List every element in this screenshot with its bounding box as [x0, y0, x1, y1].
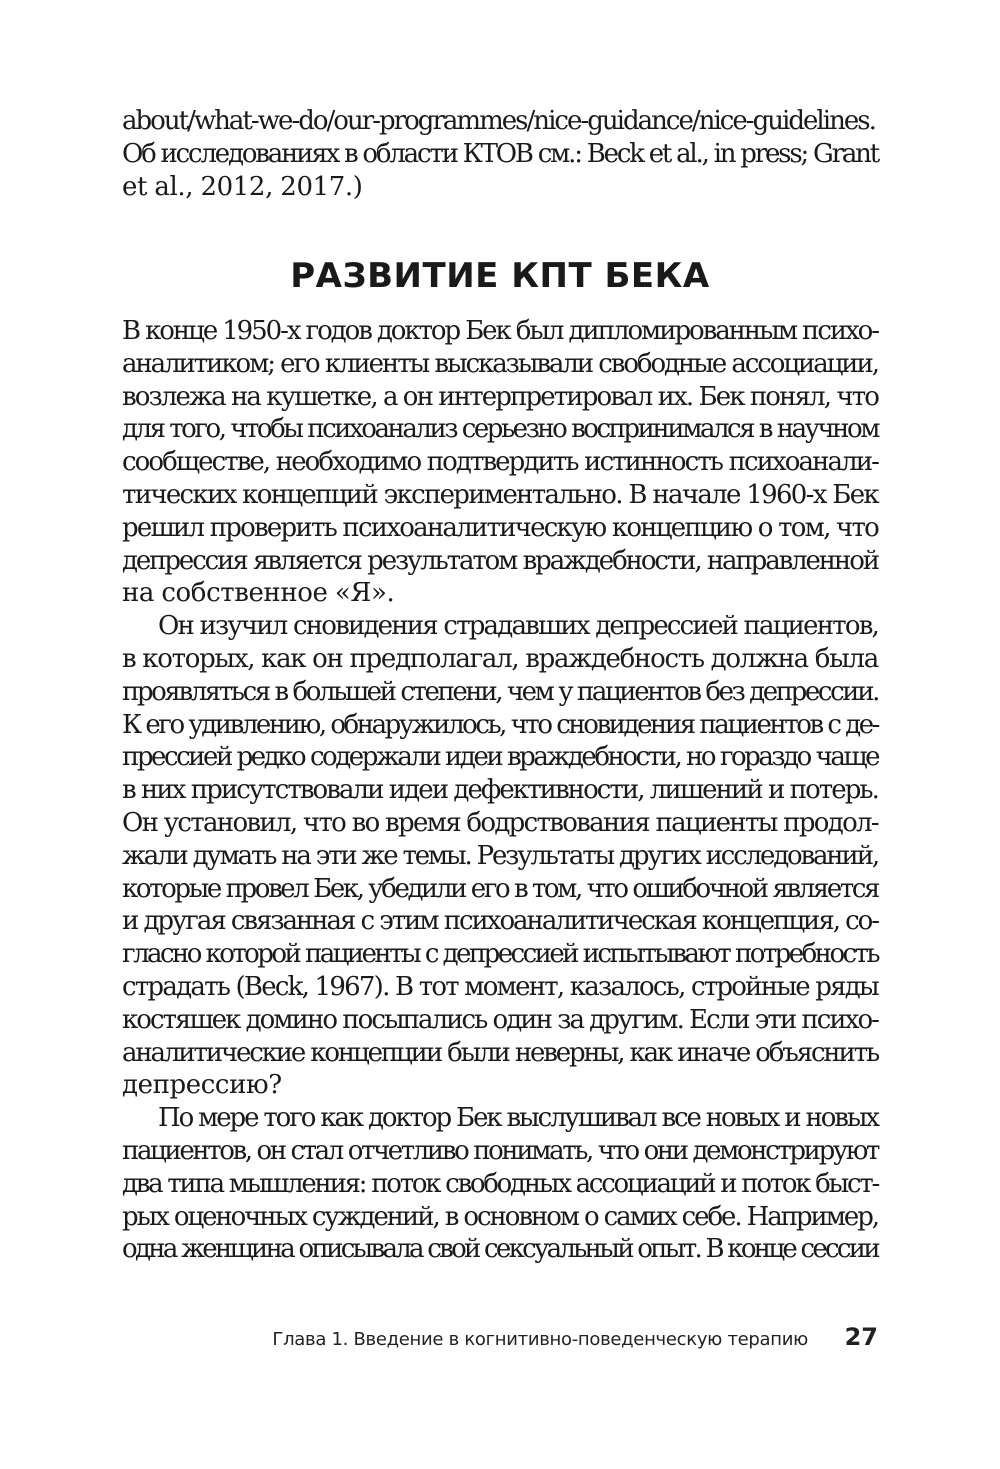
- text-line: одна женщина описывала свой сексуальный опыт. В конце сессии: [122, 1234, 878, 1265]
- paragraph-3: [122, 1102, 878, 1266]
- section-heading: РАЗВИТИЕ КПТ БЕКА: [290, 256, 710, 296]
- text-line: в которых, как он предполагал, враждебность должна была: [122, 643, 878, 674]
- text-line: на собственное «Я».: [122, 578, 395, 609]
- text-line: решил проверить психоаналитическую концепцию о том, что: [122, 512, 878, 543]
- text-line: и другая связанная с этим психоаналитическая концепция, со-: [122, 906, 878, 937]
- text-line: пациентов, он стал отчетливо понимать, что они демонстрируют: [122, 1135, 878, 1166]
- text-line: которые провел Бек, убедили его в том, что ошибочной является: [122, 873, 878, 904]
- text-line: в них присутствовали идеи дефективности, лишений и потерь.: [122, 775, 878, 806]
- section-body: [122, 315, 878, 1266]
- text-line: тических концепций экспериментально. В начале 1960-х Бек: [122, 479, 878, 510]
- text-line: рых оценочных суждений, в основном о самих себе. Например,: [122, 1201, 878, 1232]
- text-line: Об исследованиях в области КТОВ см.: Beck et al., in press; Grant: [122, 138, 878, 169]
- text-line: К его удивлению, обнаружилось, что сновидения пациентов с де-: [122, 709, 878, 740]
- text-line: депрессия является результатом враждебности, направленной: [122, 545, 878, 576]
- text-line: аналитиком; его клиенты высказывали свободные ассоциации,: [122, 348, 878, 379]
- text-line: гласно которой пациенты с депрессией испытывают потребность: [122, 939, 878, 970]
- running-footer-chapter: Глава 1. Введение в когнитивно-поведенческую терапию: [272, 1329, 808, 1350]
- text-line: костяшек домино посыпались один за другим. Если эти психо-: [122, 1004, 878, 1035]
- text-line: about/what-we-do/our-programmes/nice-guidance/nice-guidelines.: [122, 106, 875, 136]
- text-line: два типа мышления: поток свободных ассоциаций и поток быст-: [122, 1168, 878, 1199]
- text-line: жали думать на эти же темы. Результаты других исследований,: [122, 840, 878, 871]
- text-line: прессией редко содержали идеи враждебности, но гораздо чаще: [122, 742, 878, 773]
- text-line: В конце 1950-х годов доктор Бек был дипломированным психо-: [122, 316, 878, 346]
- text-line: возлежа на кушетке, а он интерпретировал их. Бек понял, что: [122, 381, 878, 412]
- paragraph-1: [122, 315, 878, 610]
- intro-continuation: [122, 105, 878, 203]
- text-line: для того, чтобы психоанализ серьезно воспринимался в научном: [122, 414, 878, 445]
- text-line: et al., 2012, 2017.): [122, 171, 363, 202]
- text-line: страдать (Beck, 1967). В тот момент, казалось, стройные ряды: [122, 971, 878, 1002]
- text-line: депрессию?: [122, 1070, 282, 1101]
- paragraph-2: [122, 610, 878, 1102]
- text-line: сообществе, необходимо подтвердить истинность психоанали-: [122, 447, 878, 478]
- page-number: 27: [844, 1323, 878, 1351]
- text-line: Он изучил сновидения страдавших депрессией пациентов,: [158, 611, 878, 642]
- text-line: По мере того как доктор Бек выслушивал все новых и новых: [158, 1103, 878, 1134]
- text-line: аналитические концепции были неверны, как иначе объяснить: [122, 1037, 878, 1068]
- text-line: проявляться в большей степени, чем у пациентов без депрессии.: [122, 676, 878, 707]
- text-line: Он установил, что во время бодрствования пациенты продол-: [122, 807, 878, 838]
